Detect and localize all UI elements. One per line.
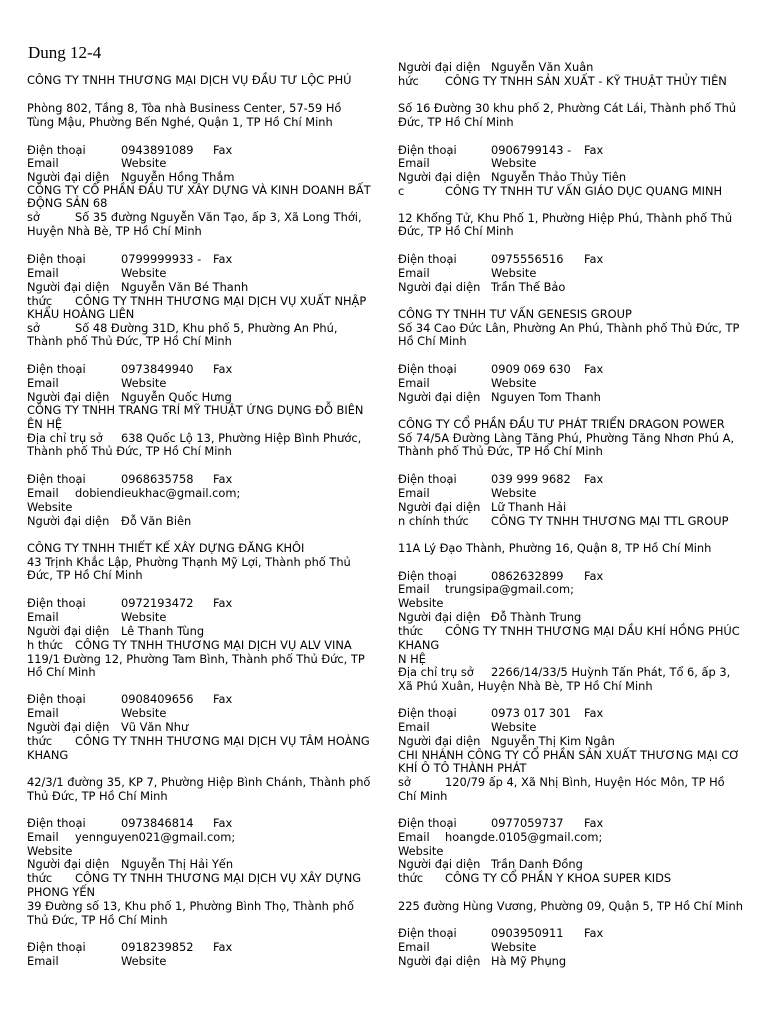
email-label: Email: [398, 266, 430, 280]
phone-value: 0918239852: [121, 940, 194, 954]
rep-label: Người đại diện: [27, 857, 110, 871]
establish-label: hức: [398, 74, 419, 88]
website-label: Website: [121, 610, 167, 624]
phone-label: Điện thoại: [27, 362, 86, 376]
rep-label: Người đại diện: [27, 720, 110, 734]
email-value: yennguyen021@gmail.com;: [75, 830, 236, 844]
phone-value: 0943891089: [121, 143, 194, 157]
company-address: Thành phố Thủ Đức, TP Hồ Chí Minh: [27, 334, 232, 348]
email-label: Email: [27, 266, 59, 280]
fax-label: Fax: [584, 926, 604, 940]
email-label: Email: [27, 610, 59, 624]
rep-label: Người đại diện: [27, 514, 110, 528]
phone-value: 0972193472: [121, 596, 194, 610]
phone-value: 0975556516: [491, 252, 564, 266]
company-name: CÔNG TY TNHH THIẾT KẾ XÂY DỰNG ĐĂNG KHÔI: [27, 541, 305, 555]
establish-label: h thức: [27, 638, 64, 652]
company-address: Số 74/5A Đường Làng Tăng Phú, Phường Tăng Nhơn Phú A,: [398, 431, 735, 445]
phone-label: Điện thoại: [27, 816, 86, 830]
rep-label: Người đại diện: [27, 390, 110, 404]
company-address: 12 Khổng Tử, Khu Phố 1, Phường Hiệp Phú, Thành phố Thủ: [398, 211, 733, 225]
company-name: CÔNG TY TNHH THƯƠNG MẠI TTL GROUP: [491, 514, 729, 528]
phone-value: 0968635758: [121, 472, 194, 486]
company-address: Thủ Đức, TP Hồ Chí Minh: [27, 913, 168, 927]
company-address: 119/1 Đường 12, Phường Tam Bình, Thành phố Thủ Đức, TP: [27, 652, 365, 666]
address-label: sở: [398, 775, 411, 789]
website-label: Website: [27, 500, 73, 514]
company-name: CÔNG TY TNHH TƯ VẤN GIÁO DỤC QUANG MINH: [445, 184, 723, 198]
company-name: ĐỘNG SẢN 68: [27, 196, 108, 210]
establish-label: thức: [398, 871, 424, 885]
company-name: KHANG: [27, 748, 69, 762]
company-name: CÔNG TY TNHH SẢN XUẤT - KỸ THUẬT THỦY TIÊN: [445, 74, 727, 88]
email-value: dobiendieukhac@gmail.com;: [75, 486, 241, 500]
fax-label: Fax: [584, 362, 604, 376]
company-address: Số 16 Đường 30 khu phố 2, Phường Cát Lái, Thành phố Thủ: [398, 101, 737, 115]
fax-label: Fax: [213, 940, 233, 954]
establish-label: c: [398, 184, 405, 198]
company-address: Số 48 Đường 31D, Khu phố 5, Phường An Phú,: [75, 321, 338, 335]
website-label: Website: [398, 596, 444, 610]
rep-label: Người đại diện: [398, 390, 481, 404]
fax-label: Fax: [213, 252, 233, 266]
fax-label: Fax: [584, 143, 604, 157]
phone-label: Điện thoại: [398, 816, 457, 830]
company-address: Xã Phú Xuân, Huyện Nhà Bè, TP Hồ Chí Minh: [398, 679, 653, 693]
phone-value: 0908409656: [121, 692, 194, 706]
company-address: 42/3/1 đường 35, KP 7, Phường Hiệp Bình Chánh, Thành phố: [27, 775, 371, 789]
company-name: CÔNG TY TNHH THƯƠNG MẠI DỊCH VỤ XÂY DỰNG: [75, 871, 362, 885]
email-label: Email: [398, 376, 430, 390]
website-label: Website: [491, 940, 537, 954]
email-label: Email: [27, 486, 59, 500]
phone-value: 0799999933 -: [121, 252, 202, 266]
company-name: CÔNG TY CỔ PHẦN ĐẦU TƯ XÂY DỰNG VÀ KINH DOANH BẤT: [27, 183, 371, 197]
company-address: Huyện Nhà Bè, TP Hồ Chí Minh: [27, 224, 202, 238]
company-address: Đức, TP Hồ Chí Minh: [398, 115, 514, 129]
phone-label: Điện thoại: [27, 252, 86, 266]
email-label: Email: [398, 830, 430, 844]
company-name: CÔNG TY CỔ PHẦN Y KHOA SUPER KIDS: [445, 871, 672, 885]
company-name: PHONG YẾN: [27, 885, 96, 899]
rep-value: Lê Thanh Tùng: [121, 624, 205, 638]
rep-value: Nguyễn Thị Hải Yến: [121, 857, 234, 871]
company-address: Đức, TP Hồ Chí Minh: [398, 224, 514, 238]
address-label: Địa chỉ trụ sở: [27, 431, 103, 445]
address-label: sở: [27, 321, 40, 335]
website-label: Website: [121, 266, 167, 280]
phone-label: Điện thoại: [398, 252, 457, 266]
rep-value: Đỗ Thành Trung: [491, 610, 582, 624]
company-name: KHẨU HOÀNG LIÊN: [27, 307, 135, 321]
phone-label: Điện thoại: [398, 143, 457, 157]
fax-label: Fax: [584, 252, 604, 266]
rep-value: Nguyễn Hồng Thắm: [121, 170, 235, 184]
company-name: CÔNG TY CỔ PHẦN ĐẦU TƯ PHÁT TRIỂN DRAGON POWER: [398, 417, 725, 431]
rep-label: Người đại diện: [27, 170, 110, 184]
establish-label: thức: [27, 734, 53, 748]
website-label: Website: [121, 706, 167, 720]
phone-value: 0862632899: [491, 569, 564, 583]
website-label: Website: [121, 954, 167, 968]
phone-value: 0973 017 301: [491, 706, 571, 720]
email-value: hoangde.0105@gmail.com;: [445, 830, 603, 844]
company-address: Hồ Chí Minh: [398, 334, 467, 348]
rep-label: Người đại diện: [398, 280, 481, 294]
company-name: CÔNG TY TNHH THƯƠNG MẠI DỊCH VỤ TÂM HOÀNG: [75, 734, 370, 748]
rep-value: Nguyễn Quốc Hưng: [121, 390, 232, 404]
phone-value: 0906799143 -: [491, 143, 572, 157]
phone-label: Điện thoại: [398, 706, 457, 720]
establish-label: thức: [398, 624, 424, 638]
phone-value: 039 999 9682: [491, 472, 571, 486]
company-name: CÔNG TY TNHH THƯƠNG MẠI DỊCH VỤ XUẤT NHẬP: [75, 294, 367, 308]
website-label: Website: [491, 486, 537, 500]
fax-label: Fax: [213, 472, 233, 486]
email-label: Email: [27, 376, 59, 390]
rep-value: Nguyễn Thị Kim Ngân: [491, 734, 615, 748]
phone-label: Điện thoại: [398, 472, 457, 486]
company-address: 225 đường Hùng Vương, Phường 09, Quận 5, TP Hồ Chí Minh: [398, 899, 743, 913]
company-name: CÔNG TY TNHH THƯƠNG MẠI DỊCH VỤ ĐẦU TƯ LỘC PHÚ: [27, 73, 352, 87]
address-label: Địa chỉ trụ sở: [398, 665, 474, 679]
company-address: Hồ Chí Minh: [27, 665, 96, 679]
company-address: Thành phố Thủ Đức, TP Hồ Chí Minh: [398, 444, 603, 458]
email-value: trungsipa@gmail.com;: [445, 582, 574, 596]
website-label: Website: [121, 156, 167, 170]
company-address: 11A Lý Đạo Thành, Phường 16, Quận 8, TP Hồ Chí Minh: [398, 541, 712, 555]
company-name: CÔNG TY TNHH THƯƠNG MẠI DỊCH VỤ ALV VINA: [75, 638, 352, 652]
company-address: 39 Đường số 13, Khu phố 1, Phường Bình Thọ, Thành phố: [27, 899, 354, 913]
fax-label: Fax: [584, 569, 604, 583]
company-name: ÊN HỆ: [27, 417, 63, 431]
document-title: Dung 12-4: [28, 43, 102, 62]
establish-label: n chính thức: [398, 514, 469, 528]
company-address: Số 34 Cao Đức Lân, Phường An Phú, Thành phố Thủ Đức, TP: [398, 321, 740, 335]
fax-label: Fax: [584, 706, 604, 720]
website-label: Website: [491, 156, 537, 170]
email-label: Email: [27, 156, 59, 170]
company-name: CÔNG TY TNHH THƯƠNG MẠI DẦU KHÍ HỒNG PHÚC: [445, 624, 740, 638]
phone-label: Điện thoại: [27, 596, 86, 610]
establish-label: thức: [27, 871, 53, 885]
phone-label: Điện thoại: [27, 692, 86, 706]
establish-label: thức: [27, 294, 53, 308]
email-label: Email: [398, 486, 430, 500]
website-label: Website: [27, 844, 73, 858]
fax-label: Fax: [584, 472, 604, 486]
website-label: Website: [491, 720, 537, 734]
rep-value: Nguyễn Văn Xuân: [491, 60, 594, 74]
phone-value: 0977059737: [491, 816, 564, 830]
phone-label: Điện thoại: [398, 362, 457, 376]
email-label: Email: [398, 582, 430, 596]
fax-label: Fax: [213, 692, 233, 706]
website-label: Website: [491, 376, 537, 390]
rep-label: Người đại diện: [27, 624, 110, 638]
company-address: Thủ Đức, TP Hồ Chí Minh: [27, 789, 168, 803]
company-name: KHÍ Ô TÔ THÀNH PHÁT: [398, 761, 527, 775]
email-label: Email: [398, 720, 430, 734]
company-address: 120/79 ấp 4, Xã Nhị Bình, Huyện Hóc Môn, TP Hồ: [445, 775, 725, 789]
email-label: Email: [27, 954, 59, 968]
website-label: Website: [491, 266, 537, 280]
fax-label: Fax: [213, 362, 233, 376]
fax-label: Fax: [213, 816, 233, 830]
phone-value: 0973846814: [121, 816, 194, 830]
email-label: Email: [27, 706, 59, 720]
rep-label: Người đại diện: [398, 60, 481, 74]
phone-label: Điện thoại: [27, 143, 86, 157]
rep-label: Người đại diện: [398, 857, 481, 871]
rep-label: Người đại diện: [398, 734, 481, 748]
rep-label: Người đại diện: [398, 954, 481, 968]
phone-label: Điện thoại: [27, 472, 86, 486]
email-label: Email: [27, 830, 59, 844]
company-name: CÔNG TY TNHH TƯ VẤN GENESIS GROUP: [398, 307, 632, 321]
company-address: 2266/14/33/5 Huỳnh Tấn Phát, Tổ 6, ấp 3,: [491, 665, 731, 679]
fax-label: Fax: [213, 143, 233, 157]
company-address: Đức, TP Hồ Chí Minh: [27, 568, 143, 582]
company-address: Chí Minh: [398, 789, 448, 803]
phone-value: 0909 069 630: [491, 362, 571, 376]
rep-value: Trần Thế Bảo: [491, 280, 566, 294]
phone-label: Điện thoại: [398, 926, 457, 940]
company-name: KHANG: [398, 638, 440, 652]
rep-value: Vũ Văn Như: [121, 720, 189, 734]
phone-value: 0903950911: [491, 926, 564, 940]
phone-label: Điện thoại: [27, 940, 86, 954]
company-name: CHI NHÁNH CÔNG TY CỔ PHẦN SẢN XUẤT THƯƠNG MẠI CƠ: [398, 748, 740, 762]
company-name: CÔNG TY TNHH TRANG TRÍ MỸ THUẬT ỨNG DỤNG ĐỖ BIÊN: [27, 403, 364, 417]
company-address: Phòng 802, Tầng 8, Tòa nhà Business Center, 57-59 Hồ: [27, 101, 342, 115]
company-address: Số 35 đường Nguyễn Văn Tạo, ấp 3, Xã Long Thới,: [75, 210, 362, 224]
rep-value: Nguyen Tom Thanh: [491, 390, 601, 404]
rep-label: Người đại diện: [398, 500, 481, 514]
website-label: Website: [121, 376, 167, 390]
fax-label: Fax: [213, 596, 233, 610]
rep-label: Người đại diện: [398, 170, 481, 184]
company-address: Thành phố Thủ Đức, TP Hồ Chí Minh: [27, 444, 232, 458]
fax-label: Fax: [584, 816, 604, 830]
rep-value: Trần Danh Đồng: [491, 857, 583, 871]
company-name: N HỆ: [398, 652, 426, 666]
company-address: Tùng Mậu, Phường Bến Nghé, Quận 1, TP Hồ Chí Minh: [27, 115, 333, 129]
rep-value: Nguyễn Văn Bé Thanh: [121, 280, 249, 294]
rep-value: Nguyễn Thảo Thủy Tiên: [491, 170, 627, 184]
website-label: Website: [398, 844, 444, 858]
phone-value: 0973849940: [121, 362, 194, 376]
rep-value: Hà Mỹ Phụng: [491, 954, 567, 968]
address-label: sở: [27, 210, 40, 224]
email-label: Email: [398, 156, 430, 170]
company-address: 43 Trịnh Khắc Lập, Phường Thạnh Mỹ Lợi, Thành phố Thủ: [27, 555, 351, 569]
phone-label: Điện thoại: [398, 569, 457, 583]
rep-value: Lữ Thanh Hải: [491, 500, 567, 514]
email-label: Email: [398, 940, 430, 954]
rep-label: Người đại diện: [398, 610, 481, 624]
rep-value: Đỗ Văn Biên: [121, 514, 192, 528]
company-address: 638 Quốc Lộ 13, Phường Hiệp Bình Phước,: [121, 431, 362, 445]
rep-label: Người đại diện: [27, 280, 110, 294]
